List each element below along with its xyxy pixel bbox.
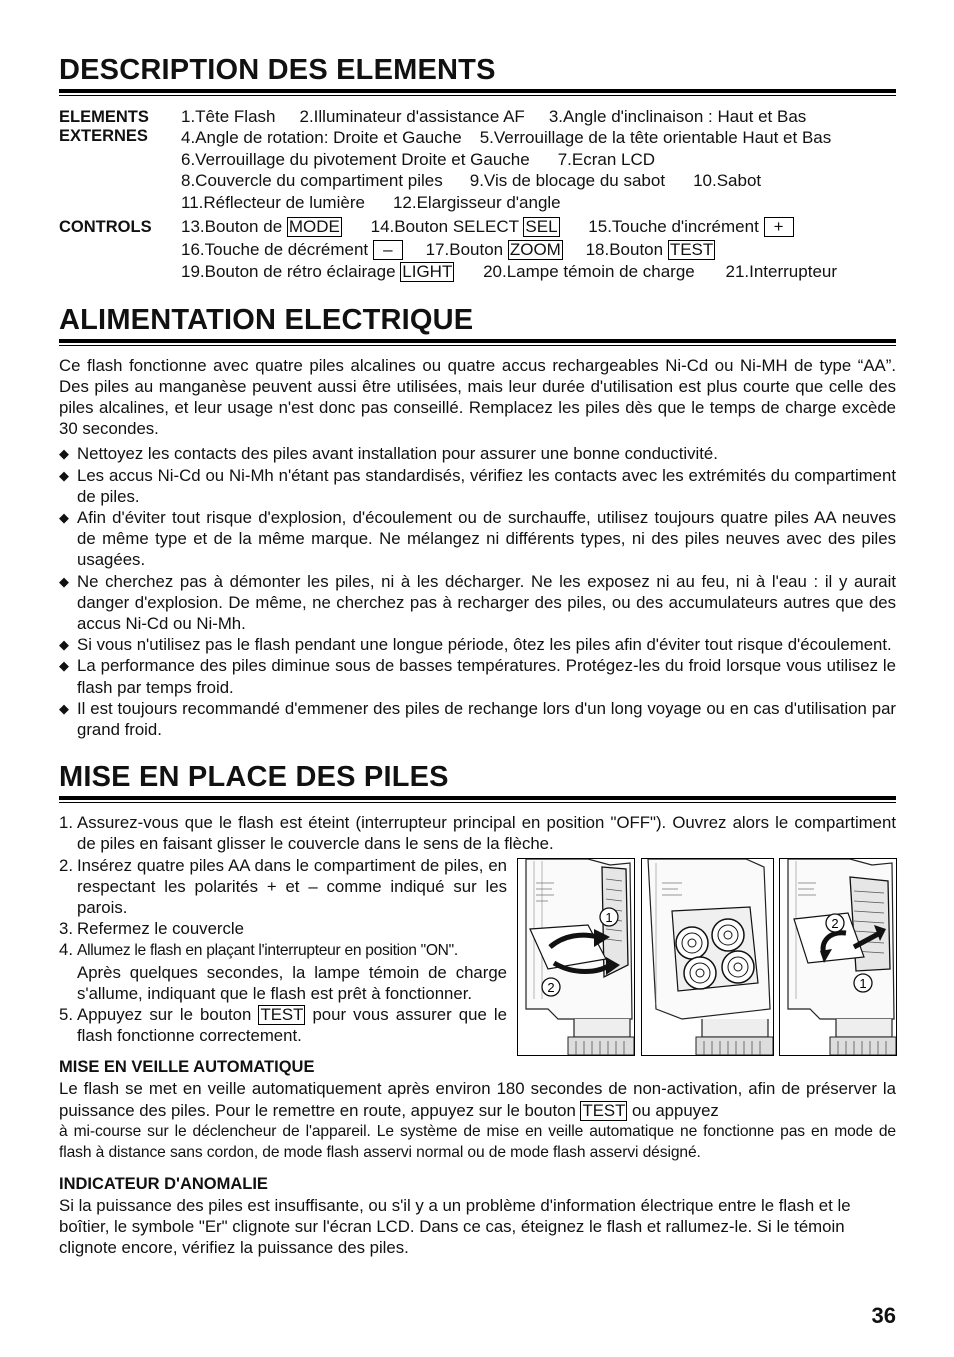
bullet-item xyxy=(59,655,896,697)
page-number: 36 xyxy=(871,1303,896,1328)
test-key: TEST xyxy=(669,239,714,259)
battery-figures xyxy=(517,858,897,1056)
step-item xyxy=(59,1004,507,1046)
anomalie-text: Si la puissance des piles est insuffisante, ou s'il y a un problème d'information électrique entre le flash et le boîtier, le symbole "Er" clignote sur l'écran LCD. Dans ce cas, éteignez le flash et rallumez-le. Si le témoin clignote encore, vérifiez la puissance des piles. xyxy=(59,1195,851,1258)
externes-label-line1: ELEMENTS xyxy=(59,108,149,126)
externes-line xyxy=(181,106,896,127)
light-key: LIGHT xyxy=(402,262,453,282)
section-title-mise-en-place: MISE EN PLACE DES PILES xyxy=(59,761,449,794)
control-text: 17.Bouton xyxy=(425,239,508,259)
step-text: Assurez-vous que le flash est éteint (interrupteur principal en position "OFF"). Ouvrez alors le compartiment de piles en faisant glisser le couvercle dans le sens de la flèche. xyxy=(77,813,896,854)
step-text: Refermez le couvercle xyxy=(77,919,244,939)
diamond-bullet-icon: ◆ xyxy=(59,509,69,525)
fig3-label-one: 1 xyxy=(859,975,867,991)
step-item xyxy=(59,939,507,1004)
element-item: 4.Angle de rotation: Droite et Gauche xyxy=(181,128,462,148)
bullet-text: Il est toujours recommandé d'emmener des piles de rechange lors d'un long voyage ou en cas d'utilisation par grand froid. xyxy=(77,698,896,739)
bullet-text: Les accus Ni-Cd ou Ni-Mh n'étant pas standardisés, vérifiez les contacts avec les extrémités du compartiment de piles. xyxy=(77,465,896,506)
element-item: 10.Sabot xyxy=(693,171,762,191)
step-item xyxy=(59,918,507,939)
section-mise-en-place xyxy=(59,759,896,1258)
step5-post: pour vous assurer que le flash fonctionne correctement. xyxy=(77,1005,507,1046)
bullet-item xyxy=(59,507,896,571)
control-item xyxy=(181,217,342,236)
zoom-key: ZOOM xyxy=(509,239,561,259)
control-text: 14.Bouton SELECT xyxy=(370,217,524,237)
control-item xyxy=(588,217,793,236)
diamond-bullet-icon: ◆ xyxy=(59,658,69,674)
externes-line xyxy=(181,149,896,170)
fig1-label-two: 2 xyxy=(547,979,555,995)
step-number: 3. xyxy=(59,919,73,939)
steps-with-figures xyxy=(59,855,896,1047)
steps-column xyxy=(59,855,507,1047)
externes-label-line2: EXTERNES xyxy=(59,127,148,145)
flash-close-cover-drawing xyxy=(780,859,896,1055)
element-item: 7.Ecran LCD xyxy=(557,149,656,169)
flash-open-cover-drawing xyxy=(518,859,634,1055)
bullet-item xyxy=(59,465,896,507)
title-rule xyxy=(59,89,896,93)
page-content xyxy=(59,52,896,1258)
figure-close-cover xyxy=(779,858,897,1056)
test-key: TEST xyxy=(260,1005,304,1025)
element-item: 1.Tête Flash xyxy=(181,107,276,126)
controls-line xyxy=(181,261,896,284)
step-number: 4. xyxy=(59,940,73,960)
step-item xyxy=(59,812,896,854)
element-item: 11.Réflecteur de lumière xyxy=(181,192,365,212)
fig3-label-two: 2 xyxy=(831,915,839,931)
title-rule xyxy=(59,339,896,343)
bullet-item xyxy=(59,634,896,655)
step4-line: Allumez le flash en plaçant l'interrupteur en position "ON". xyxy=(77,942,458,960)
externes-block xyxy=(59,106,896,213)
control-item xyxy=(426,240,563,259)
diamond-bullet-icon: ◆ xyxy=(59,467,69,483)
control-item xyxy=(371,217,560,236)
title-rule xyxy=(59,796,896,800)
element-item: 5.Verrouillage de la tête orientable Haut et Bas xyxy=(479,128,832,148)
control-item xyxy=(181,240,403,259)
step-number: 1. xyxy=(59,813,73,833)
diamond-bullet-icon: ◆ xyxy=(59,573,69,589)
bullet-item xyxy=(59,698,896,740)
mode-key: MODE xyxy=(288,217,340,237)
step-number: 5. xyxy=(59,1005,73,1025)
element-item: 8.Couvercle du compartiment piles xyxy=(181,171,443,191)
control-item xyxy=(181,262,454,281)
sel-key: SEL xyxy=(525,217,558,237)
diamond-bullet-icon: ◆ xyxy=(59,637,69,653)
bullet-text: Afin d'éviter tout risque d'explosion, d'écoulement ou de surchauffe, utilisez toujours quatre piles AA neuves de même type et de la même marque. Ne mélangez ni différents types, ni des piles neuves avec des piles usagées. xyxy=(77,507,896,570)
externes-label xyxy=(59,106,181,213)
control-item: 21.Interrupteur xyxy=(725,262,838,282)
externes-line xyxy=(181,170,896,191)
title-rule-thin xyxy=(59,95,896,96)
diamond-bullet-icon: ◆ xyxy=(59,700,69,716)
section-description xyxy=(59,52,896,284)
element-item: 3.Angle d'inclinaison : Haut et Bas xyxy=(548,107,807,126)
bullet-text: La performance des piles diminue sous de basses températures. Protégez-les du froid lorsque vous utilisez le flash par temps froid. xyxy=(77,656,896,697)
externes-line xyxy=(181,192,896,213)
fig1-label-one: 1 xyxy=(605,909,613,925)
controls-line xyxy=(181,239,896,262)
control-text: 13.Bouton de xyxy=(181,217,287,237)
bullet-item xyxy=(59,571,896,635)
title-rule-thin xyxy=(59,345,896,346)
bullet-text: Si vous n'utilisez pas le flash pendant une longue période, ôtez les piles afin d'éviter tout risque d'écoulement. xyxy=(77,635,892,655)
element-item: 6.Verrouillage du pivotement Droite et Gauche xyxy=(181,149,530,169)
step-text: Insérez quatre piles AA dans le compartiment de piles, en respectant les polarités + et – comme indiqué sur les parois. xyxy=(77,855,507,917)
bullet-item xyxy=(59,443,896,464)
anomalie-title: INDICATEUR D'ANOMALIE xyxy=(59,1174,268,1193)
step4-continued: Après quelques secondes, la lampe témoin de charge s'allume, indiquant que le flash est prêt à fonctionner. xyxy=(77,962,507,1003)
alimentation-intro: Ce flash fonctionne avec quatre piles alcalines ou quatre accus rechargeables Ni-Cd ou Ni-MH de type “AA”. Des piles au manganèse peuvent aussi être utilisées, mais leur durée d'utilisation est plus courte que celle des piles alcalines, et leur usage n'est donc pas conseillé. Remplacez les piles dès que le temps de charge excède 30 secondes. xyxy=(59,355,896,439)
diamond-bullet-icon: ◆ xyxy=(59,446,69,462)
bullet-text: Nettoyez les contacts des piles avant installation pour assurer une bonne conductivité. xyxy=(77,444,718,464)
controls-label: CONTROLS xyxy=(59,218,152,237)
step-item xyxy=(59,855,507,919)
element-item: 12.Elargisseur d'angle xyxy=(392,192,561,212)
flash-batteries-drawing xyxy=(642,859,773,1055)
control-item xyxy=(586,240,716,259)
controls-block xyxy=(59,216,896,284)
section-alimentation xyxy=(59,302,896,741)
control-item: 20.Lampe témoin de charge xyxy=(483,262,695,282)
control-text: 16.Touche de décrément xyxy=(181,239,373,259)
step-text xyxy=(77,1004,507,1046)
veille-text xyxy=(59,1078,896,1120)
veille-text-pre: Le flash se met en veille automatiquement après environ 180 secondes de non-activation, afin de préserver la puissance des piles. Pour le remettre en route, appuyez sur le bouton xyxy=(59,1079,896,1120)
alimentation-bullets xyxy=(59,443,896,740)
veille-title: MISE EN VEILLE AUTOMATIQUE xyxy=(59,1058,315,1077)
title-rule-thin xyxy=(59,802,896,803)
minus-key: – xyxy=(373,240,403,260)
control-text: 15.Touche d'incrément xyxy=(588,217,764,237)
test-key: TEST xyxy=(582,1100,626,1120)
element-item: 9.Vis de blocage du sabot xyxy=(469,171,666,191)
step5-pre: Appuyez sur le bouton xyxy=(77,1005,259,1025)
controls-line xyxy=(181,216,896,239)
veille-text-post: ou appuyez xyxy=(627,1100,719,1120)
step-number: 2. xyxy=(59,855,73,875)
bullet-text: Ne cherchez pas à démonter les piles, ni à les décharger. Ne les exposez ni au feu, ni à l'eau : il y aurait danger d'explosion. De même, ne cherchez pas à recharger des piles, ou des accumulateurs autres que des accus Ni-Cd ou Ni-Mh. xyxy=(77,571,896,633)
figure-batteries xyxy=(641,858,774,1056)
controls-list xyxy=(181,216,896,284)
control-text: 19.Bouton de rétro éclairage xyxy=(181,262,401,282)
section-title-alimentation: ALIMENTATION ELECTRIQUE xyxy=(59,303,474,336)
step-text xyxy=(77,939,507,1004)
veille-text-small: à mi-course sur le déclencheur de l'appareil. Le système de mise en veille automatique ne fonctionne pas en mode de flash à distance sans cordon, de mode flash asservi normal ou de mode flash asservi désigné. xyxy=(59,1122,896,1162)
plus-key: + xyxy=(764,217,794,237)
element-item: 2.Illuminateur d'assistance AF xyxy=(299,107,525,126)
externes-list xyxy=(181,106,896,213)
externes-line xyxy=(181,127,896,148)
control-text: 18.Bouton xyxy=(585,239,668,259)
figure-open-cover xyxy=(517,858,635,1056)
section-title-description: DESCRIPTION DES ELEMENTS xyxy=(59,54,496,86)
